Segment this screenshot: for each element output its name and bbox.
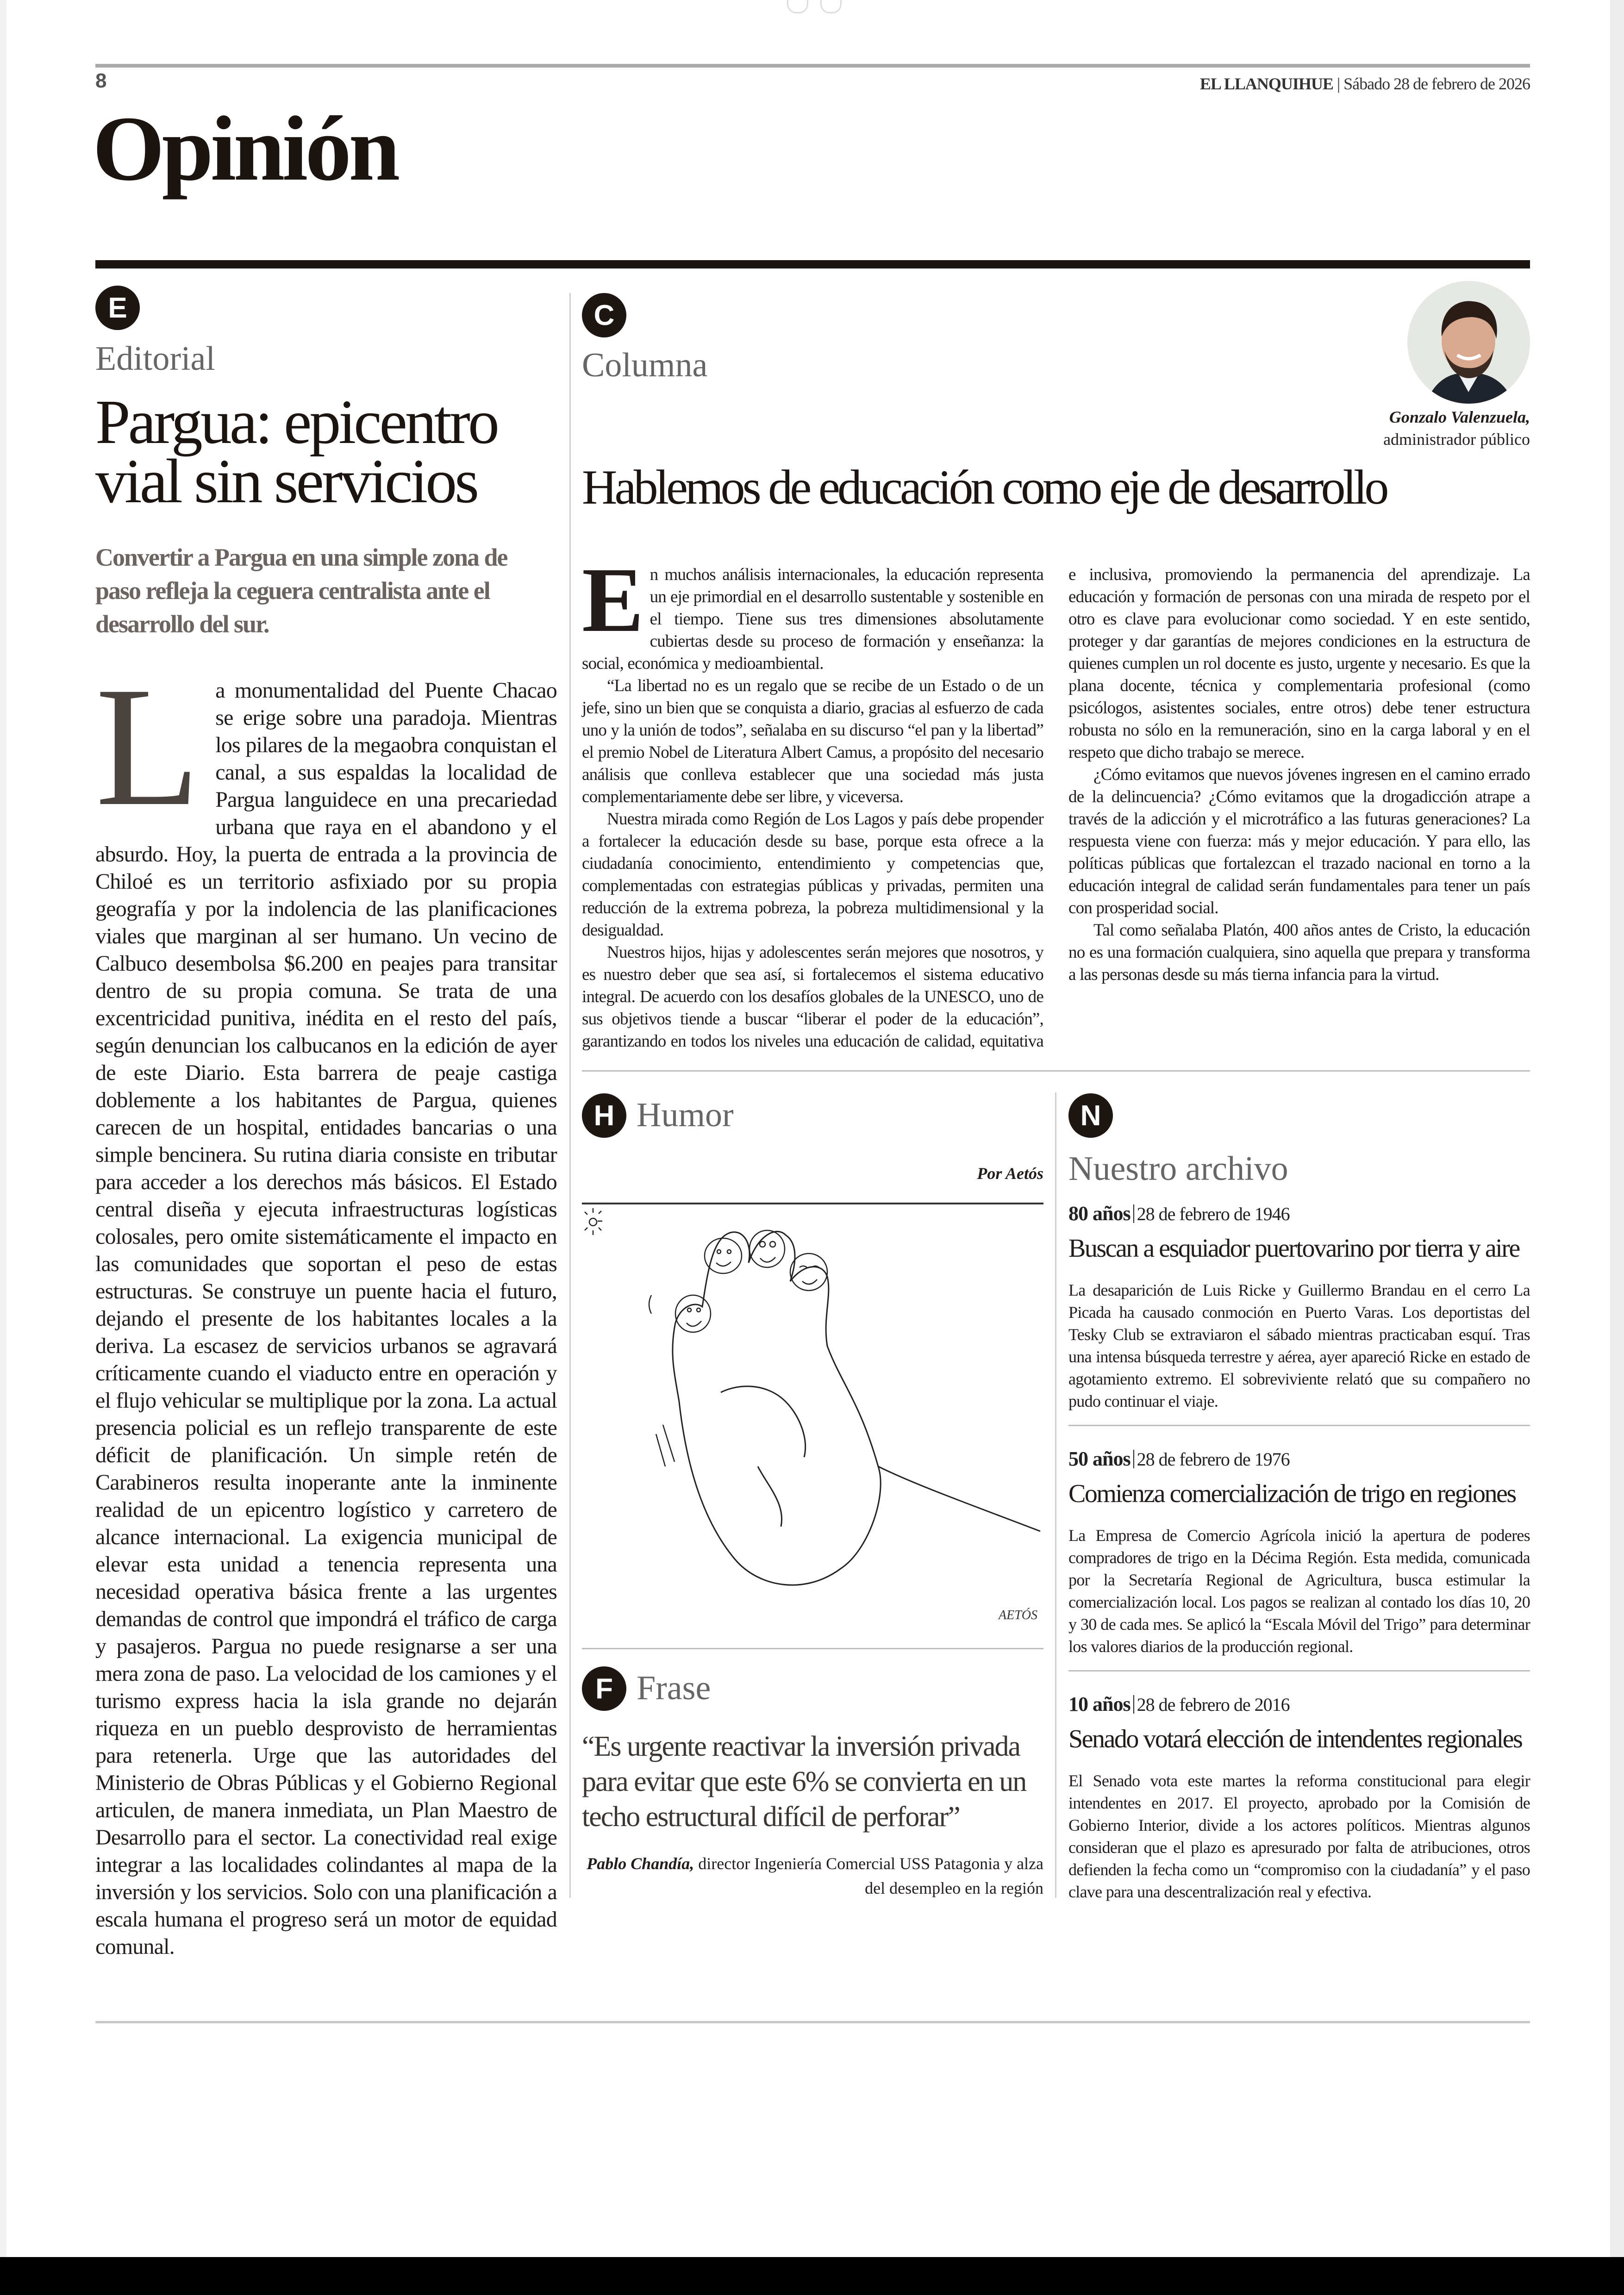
section-title: Opinión — [93, 98, 398, 200]
archivo-badge-icon: N — [1068, 1093, 1113, 1138]
columna-paragraph: Nuestra mirada como Región de Los Lagos y país debe propender a fortalecer la educación desde su base, porque esta ofrece a la ciudadanía conocimiento, entendimiento y competencias que, complementadas con estrategias públicas y privadas, permiten una reducción de la extrema pobreza, la pobreza multidimensional y la desigualdad. — [582, 810, 1043, 940]
top-rule — [95, 64, 1530, 68]
archive-item — [1068, 1447, 1530, 1658]
archive-date: 28 de febrero de 1946 — [1137, 1204, 1290, 1224]
columna-bottom-rule — [582, 1070, 1530, 1072]
archive-years: 10 años — [1068, 1693, 1131, 1715]
publication-date: Sábado 28 de febrero de 2026 — [1343, 75, 1530, 93]
editorial-drop-cap: L — [95, 652, 200, 842]
columna-paragraph: “La libertad no es un regalo que se recibe de un Estado o de un jefe, sino un bien que se conquista a diario, gracias al esfuerzo de cada uno y la unión de todos”, señalaba en su discurso “el pan y la libertad” el premio Nobel de Literatura Albert Camus, a propósito del necesario análisis que conlleva establecer que una sociedad más justa complementariamente debe ser libre, y viceversa. — [582, 676, 1043, 806]
page-edge-left — [0, 0, 6, 2257]
columna-headline: Hablemos de educación como eje de desarrollo — [582, 460, 1387, 514]
publication-name: EL LLANQUIHUE — [1199, 75, 1333, 93]
archive-body: La Empresa de Comercio Agrícola inició la apertura de poderes compradores de trigo en la Décima Región. Esta medida, comunicada por la Secretaría Regional de Agricultura, busca estimular la comercialización local. Los pagos se realizan al contado los días 10, 20 y 30 de cada mes. Se aplicó la “Escala Móvil del Trigo” para determinar los valores diarios de la producción regional. — [1068, 1526, 1530, 1656]
columna-kicker: Columna — [582, 346, 708, 384]
archive-item-meta — [1068, 1202, 1530, 1225]
page-number: 8 — [95, 69, 107, 92]
author-portrait-icon — [1407, 281, 1530, 404]
section-rule — [95, 260, 1530, 268]
columna-paragraph-text: n muchos análisis internacionales, la educación representa un eje primordial en el desarrollo sustentable y sostenible en el tiempo. Tiene sus tres dimensiones absolutamente cubiertas desde su proceso de formación y enseñanza: la social, económica y medioambiental. — [582, 565, 1043, 673]
archive-item-meta — [1068, 1692, 1530, 1716]
editorial-badge-icon: E — [95, 286, 140, 330]
frase-author-role: director Ingeniería Comercial USS Patagonia y alza del desempleo en la región — [698, 1854, 1043, 1897]
cartoon-hand-puppets-icon — [582, 1207, 1043, 1638]
page-nav — [787, 0, 842, 13]
frase-badge-icon: F — [582, 1666, 626, 1711]
humor-bottom-rule — [582, 1648, 1043, 1649]
archive-headline: Senado votará elección de intendentes regionales — [1068, 1725, 1522, 1753]
archive-headline: Comienza comercialización de trigo en regiones — [1068, 1479, 1516, 1508]
humor-byline: Por Aetós — [977, 1164, 1043, 1183]
bottom-rule — [95, 2021, 1530, 2023]
editorial-body-text: a monumentalidad del Puente Chacao se erige sobre una paradoja. Mientras los pilares de la megaobra conquistan el canal, a sus espaldas la localidad de Pargua languidece en una precariedad urbana que raya en el abandono y el absurdo. Hoy, la puerta de entrada a la provincia de Chiloé es un territorio asfixiado por su propia geografía y por la indolencia de las planificaciones viales que marginan al ser humano. Un vecino de Calbuco desembolsa $6.200 en peajes para transitar dentro de su propia comuna. Se trata de una excentricidad punitiva, inédita en el resto del país, según denuncian los calbucanos en la edición de ayer de este Diario. Esta barrera de peaje castiga doblemente a los habitantes de Pargua, quienes carecen de un hospital, entidades bancarias o una simple bencinera. Su rutina diaria consiste en tributar para acceder a los derechos más básicos. El Estado central diseña y ejecuta infraestructuras logísticas colosales, pero omite sistemáticamente el impacto en las comunidades que soportan el peso de estas estructuras. Se construye un puente hacia el futuro, dejando el presente de los habitantes locales a la deriva. La escasez de servicios urbanos se agravará críticamente cuando el viaducto entre en operación y el flujo vehicular se multiplique por la zona. La actual presencia policial es un reflejo transparente de este déficit de planificación. Un simple retén de Carabineros resulta inoperante ante la inminente realidad de un epicentro logístico y carretero de alcance internacional. La exigencia municipal de elevar esta unidad a tenencia representa una necesidad operativa básica frente a las urgentes demandas de control que impondrá el tráfico de carga y pasajeros. Pargua no puede resignarse a ser una mera zona de paso. La velocidad de los camiones y el turismo express hacia la isla grande no dejarán riqueza en un pueblo desprovisto de herramientas para retenerla. Urge que las autoridades del Ministerio de Obras Públicas y el Gobierno Regional articulen, de manera inmediata, un Plan Maestro de Desarrollo para el sector. La conectividad real exige integrar a las localidades colindantes al mapa de la inversión y los servicios. Solo con una planificación a escala humana el progreso será un motor de equidad comunal. — [95, 678, 557, 1959]
columna-badge-icon: C — [582, 293, 626, 337]
columna-body — [582, 549, 1530, 1059]
author-role: administrador público — [1383, 430, 1530, 449]
archive-date: 28 de febrero de 2016 — [1137, 1694, 1290, 1715]
editorial-body — [95, 652, 557, 1960]
humor-kicker: Humor — [637, 1096, 734, 1134]
archive-rule — [1068, 1670, 1530, 1671]
archive-years: 50 años — [1068, 1447, 1131, 1470]
frase-kicker: Frase — [637, 1669, 711, 1707]
author-name: Gonzalo Valenzuela, — [1389, 408, 1530, 426]
next-page-icon[interactable] — [820, 0, 842, 13]
editorial-title-line: vial sin servicios — [95, 447, 477, 516]
editorial-dek: Convertir a Pargua en una simple zona de paso refleja la ceguera centralista ante el desarrollo del sur. — [95, 543, 507, 638]
masthead: EL LLANQUIHUE | Sábado 28 de febrero de 2026 — [1199, 75, 1530, 93]
columna-drop-cap: E — [582, 549, 643, 651]
humor-badge-icon: H — [582, 1093, 626, 1138]
humor-rule — [582, 1203, 1043, 1204]
archive-separator — [1055, 1092, 1056, 1898]
cartoon-signature: AETÓS — [999, 1608, 1037, 1622]
columna-paragraph — [582, 549, 1043, 675]
editorial-title — [95, 387, 558, 516]
viewer-bottom-bar — [0, 2257, 1624, 2295]
archivo-kicker: Nuestro archivo — [1068, 1150, 1288, 1188]
frase-author: Pablo Chandía, — [587, 1854, 694, 1873]
prev-page-icon[interactable] — [787, 0, 808, 13]
archive-rule — [1068, 1425, 1530, 1426]
archive-body: La desaparición de Luis Ricke y Guillermo Brandau en el cerro La Picada ha causado conmoción en Puerto Varas. Los deportistas del Tesky Club se extraviaron el sábado mientras practicaban esquí. Tras una intensa búsqueda terrestre y aérea, ayer apareció Ricke en estado de agotamiento extremo. El sobreviviente relató que su compañero no pudo continuar el viaje. — [1068, 1280, 1530, 1410]
frase-quote: “Es urgente reactivar la inversión privada para evitar que este 6% se convierta en un techo estructural difícil de perforar” — [582, 1731, 1026, 1833]
editorial-title-line: Pargua: epicentro — [95, 387, 497, 457]
archive-date: 28 de febrero de 1976 — [1137, 1449, 1290, 1470]
archive-years: 80 años — [1068, 1202, 1131, 1225]
scrollbar-track[interactable] — [1610, 0, 1624, 2257]
frase-attribution — [581, 1852, 1043, 1901]
columna-paragraph: Tal como señalaba Platón, 400 años antes de Cristo, la educación no es una formación cualquiera, sino aquella que prepara y transforma a las personas desde su más tierna infancia para la virtud. — [1068, 921, 1530, 984]
archive-item-meta — [1068, 1447, 1530, 1471]
column-separator — [569, 293, 571, 1898]
columna-paragraph: ¿Cómo evitamos que nuevos jóvenes ingresen en el camino errado de la delincuencia? ¿Cómo evitamos que la drogadicción atrape a través de la adicción y el microtráfico a las futuras generaciones? La respuesta viene con fuerza: más y mejor educación. Y para ello, las políticas públicas que fortalezcan el trazado nacional en torno a la educación integral de calidad serán fundamentales para tener un país con prosperidad social. — [1068, 765, 1530, 917]
columna-paragraph: Nuestros hijos, hijas y adolescentes serán mejores que nosotros, y es nuestro deber que sea así, si fortalecemos el sistema educativo integral. De acuerdo con los desafíos globales de la UNESCO, uno de sus objetivos tiende a buscar “liberar el poder de la educación”, garantizando en todos los niveles una educación de calidad, equitativa e inclusiva, promoviendo la permanencia del aprendizaje. La educación y formación de personas con una mirada de respeto por el otro es clave para evolucionar como sociedad. Y en este sentido, proteger y dar garantías de mejores condiciones en la estructura de quienes cumplen un rol docente es justo, urgente y necesario. Es que la plana docente, técnica y complementaria profesional (como psicólogos, asistentes sociales, entre otros) debe tener estructura robusta no sólo en la remuneración, sino en la carga laboral y en el respeto que dicho trabajo se merece. — [582, 565, 1530, 1051]
archive-item — [1068, 1202, 1530, 1412]
archive-headline: Buscan a esquiador puertovarino por tierra y aire — [1068, 1234, 1519, 1263]
editorial-kicker: Editorial — [95, 340, 215, 378]
archive-item — [1068, 1692, 1530, 1903]
humor-cartoon — [582, 1207, 1043, 1638]
author-photo — [1407, 281, 1530, 404]
archive-body: El Senado vota este martes la reforma constitucional para elegir intendentes en 2017. El proyecto, aprobado por la Comisión de Gobierno Interior, divide a los actores políticos. Mientras algunos consideran que el plazo es apresurado por falta de atribuciones, otros defienden la fecha como un “compromiso con la ciudadanía” y el paso clave para una descentralización real y efectiva. — [1068, 1771, 1530, 1901]
